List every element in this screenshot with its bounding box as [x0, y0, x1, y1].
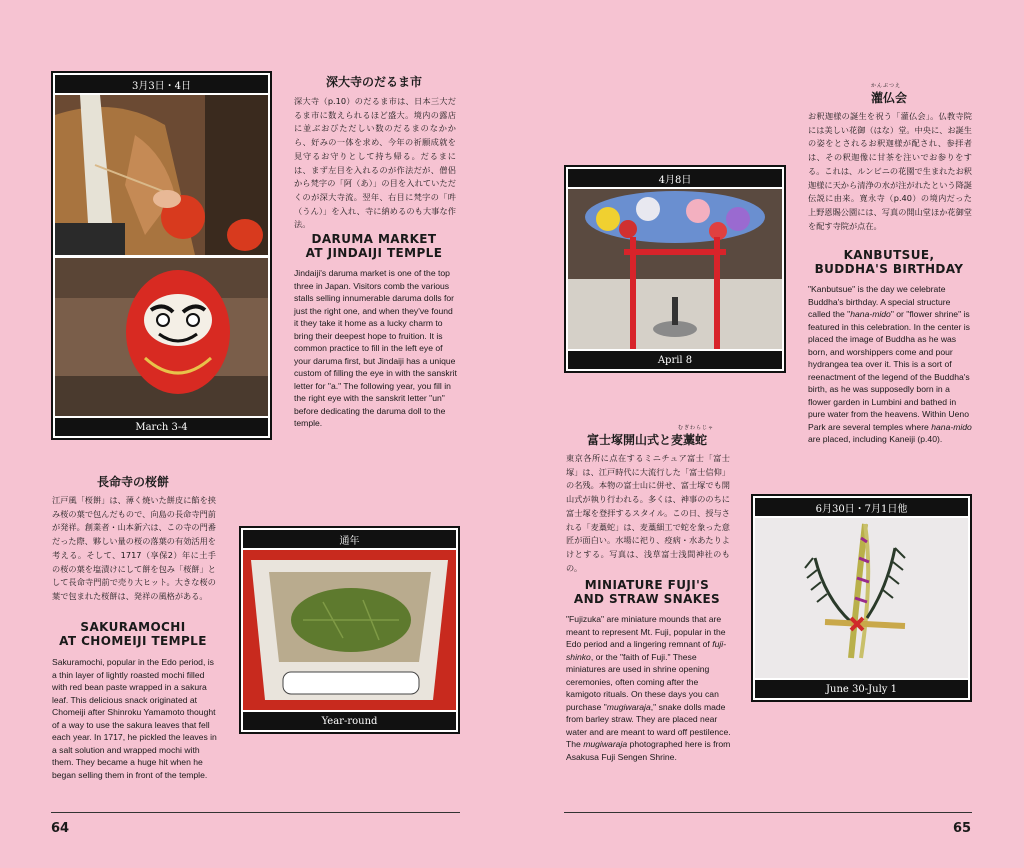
sakuramochi-title-jp: 長命寺の桜餅: [96, 475, 169, 489]
fuji-body-en-part-2: fuji-shinko: [566, 639, 727, 662]
kanbutsue-photo-frame: [564, 165, 786, 373]
daruma-body-en: Jindaiji's daruma market is one of the top three in Japan. Visitors comb the various stalls selling innumerable daruma dolls for just the right one, and when they've found it they take it home as a lucky charm to bring their deepest hope to fruition. It is common practice to fill in the left eye of your daruma first, but Jindaiji has a unique custom of filling the eye in with the sanskrit letter for "a." The following year, you fill in the right eye with the sanskrit letter "un" before dedicating the daruma doll to the temple.: [294, 268, 457, 428]
fuji-title-ruby: むぎわらじゃ: [678, 425, 715, 431]
daruma-title-jp: 深大寺のだるま市: [325, 75, 422, 89]
sakuramochi-photo-frame: [239, 526, 460, 734]
sakuramochi-photo: [243, 550, 456, 710]
fuji-title-en-line1: MINIATURE FUJI'S: [584, 578, 710, 592]
daruma-photo-frame: [51, 71, 272, 440]
right-page-footer-rule: [564, 812, 972, 813]
kanbutsue-title-ruby: かんぶつえ: [871, 83, 902, 89]
fuji-body-en: [566, 613, 732, 763]
kanbutsue-photo: [568, 189, 782, 349]
kanbutsue-body-jp: お釈迦様の誕生を祝う「灌仏会」。仏教寺院には美しい花御（はな）堂。中央に、お誕生の姿をとされるお釈迦様が配され、参拝者は、その釈迦像に甘茶を注いでお参りをする。これは、ルンビニの花園で生まれたお釈迦様に天から清浄の水が注がれたという降誕伝説に由来。寛永寺（p.40）の境内だった上野恩賜公園には、写真の開山堂ほか花御堂を配す寺院が点在。: [808, 111, 972, 231]
kanbutsue-caption-bottom: April 8: [568, 351, 782, 369]
kanbutsue-title-en-line2: BUDDHA'S BIRTHDAY: [814, 262, 964, 276]
fuji-body-en-part-4: mugiwaraja: [606, 701, 651, 712]
fuji-body-en-part-6: mugiwaraja: [583, 739, 628, 749]
fuji-body-jp: 東京各所に点在するミニチュア富士「富士塚」は、江戸時代に大流行した「富士信仰」の名残。本物の富士山に併せ、富士塚でも開山式が執り行われる。多くは、神事ののちに富士塚を登拝するスタイル。この日、授与される「麦藁蛇」は、麦藁細工で蛇を象った意匠が面白い。水場に祀り、疫病・水あたりよけとする。写真は、浅草富士浅間神社のもの。: [566, 453, 730, 573]
kanbutsue-body-en-part-5: are placed, including Kaneiji (p.40).: [808, 434, 943, 444]
daruma-date-caption-bottom: March 3-4: [55, 418, 268, 436]
kanbutsue-title-en-line1: KANBUTSUE,: [843, 248, 935, 262]
kanbutsue-caption-top: 4月8日: [568, 169, 782, 187]
fuji-photo-frame: [751, 494, 972, 702]
daruma-painting-photo: [55, 95, 268, 255]
sakuramochi-body-jp: 江戸風「桜餅」は、薄く焼いた餅皮に餡を挟み桜の葉で包んだもので、向島の長命寺門前が発祥。創業者・山本新六は、この寺の門番だった際、夥しい量の桜の落葉の有効活用を考える。そして、1717（享保2）年に土手の桜の葉を塩漬けにして餅を包み「桜餅」として長命寺門前で売り大ヒット。大きな桜の葉で包まれた桜餅は、発祥の風格がある。: [52, 495, 216, 601]
fuji-body-en-part-7: photographed here is from Asakusa Fuji Sengen Shrine.: [566, 739, 731, 762]
kanbutsue-body-en-part-4: hana-mido: [931, 421, 972, 432]
kanbutsue-title-jp: 灌仏会: [870, 91, 907, 105]
daruma-title-en-line1: DARUMA MARKET: [311, 232, 437, 246]
fuji-title-en-line2: AND STRAW SNAKES: [573, 592, 721, 606]
fuji-body-en-part-3: , or the "faith of Fuji." These miniatures are used in shrine opening ceremonies, often coming after the kamigoto rituals. On these days you can purchase ": [566, 651, 719, 712]
sakuramochi-caption-top: 通年: [243, 530, 456, 548]
kanbutsue-body-en: [808, 283, 974, 446]
daruma-date-caption-top: 3月3日・4日: [55, 75, 268, 93]
daruma-doll-photo: [55, 258, 268, 416]
sakuramochi-title-en-line2: AT CHOMEIJI TEMPLE: [59, 634, 207, 648]
left-page-footer-rule: [51, 812, 460, 813]
straw-snake-photo: [755, 518, 968, 678]
kanbutsue-body-en-part-1: "Kanbutsue" is the day we celebrate Buddha's birthday. A special structure called the ": [808, 284, 951, 319]
kanbutsue-body-en-part-3: " or "flower shrine" is featured in this celebration. In the center is placed the image of Buddha as he was born, and worshippers come and pour hydrangea tea over it. This is a sort of reenactment of the legend of the Buddha's birth, as he was supposedly born in a flower garden in Lumbini and bathed in pure water from the heavens. Within Ueno Park are several temples where: [808, 309, 970, 432]
sakuramochi-title-en-line1: SAKURAMOCHI: [80, 620, 186, 634]
fuji-body-en-part-1: "Fujizuka" are miniature mounds that are meant to represent Mt. Fuji, popular in the Edo period and a lingering remnant of: [566, 614, 726, 649]
daruma-body-jp: 深大寺（p.10）のだるま市は、日本三大だるま市に数えられるほど盛大。境内の露店に並ぶおびただしい数のだるまのなかから、好みの一体を求め、今年の祈願成就を見守るお守りとして持ち帰る。だるまには、まず左目を入れるのが作法だが、僧侶から梵字の「阿（あ）」の目を入れていただくのが深大寺流。翌年、右目に梵字の「吽（うん）」を入れ、寺に納めるのも大事な作法。: [294, 96, 456, 230]
kanbutsue-body-en-part-2: hana-mido: [850, 309, 891, 319]
left-page-number: 64: [51, 821, 70, 836]
fuji-title-jp: 富士塚開山式と麦藁蛇: [586, 433, 707, 447]
right-page-number: 65: [953, 821, 972, 836]
fuji-body-en-part-5: ," snake dolls made from barley straw. They are placed near water and are meant to ward off pestilence. The: [566, 701, 731, 749]
sakuramochi-body-en: Sakuramochi, popular in the Edo period, is a thin layer of lightly roasted mochi filled with red bean paste wrapped in a sakura leaf. This delicious snack originated at Chomeiji after Shinroku Yamamoto thought of a way to use the sakura leaves that fell each year. In 1717, he pickled the leaves in a salt solution and wrapped mochi with them. They became a huge hit when he began selling them in front of the temple.: [52, 657, 217, 780]
fuji-caption-bottom: June 30-July 1: [755, 680, 968, 698]
sakuramochi-caption-bottom: Year-round: [243, 712, 456, 730]
fuji-caption-top: 6月30日・7月1日他: [755, 498, 968, 516]
daruma-title-en-line2: AT JINDAIJI TEMPLE: [305, 246, 443, 260]
